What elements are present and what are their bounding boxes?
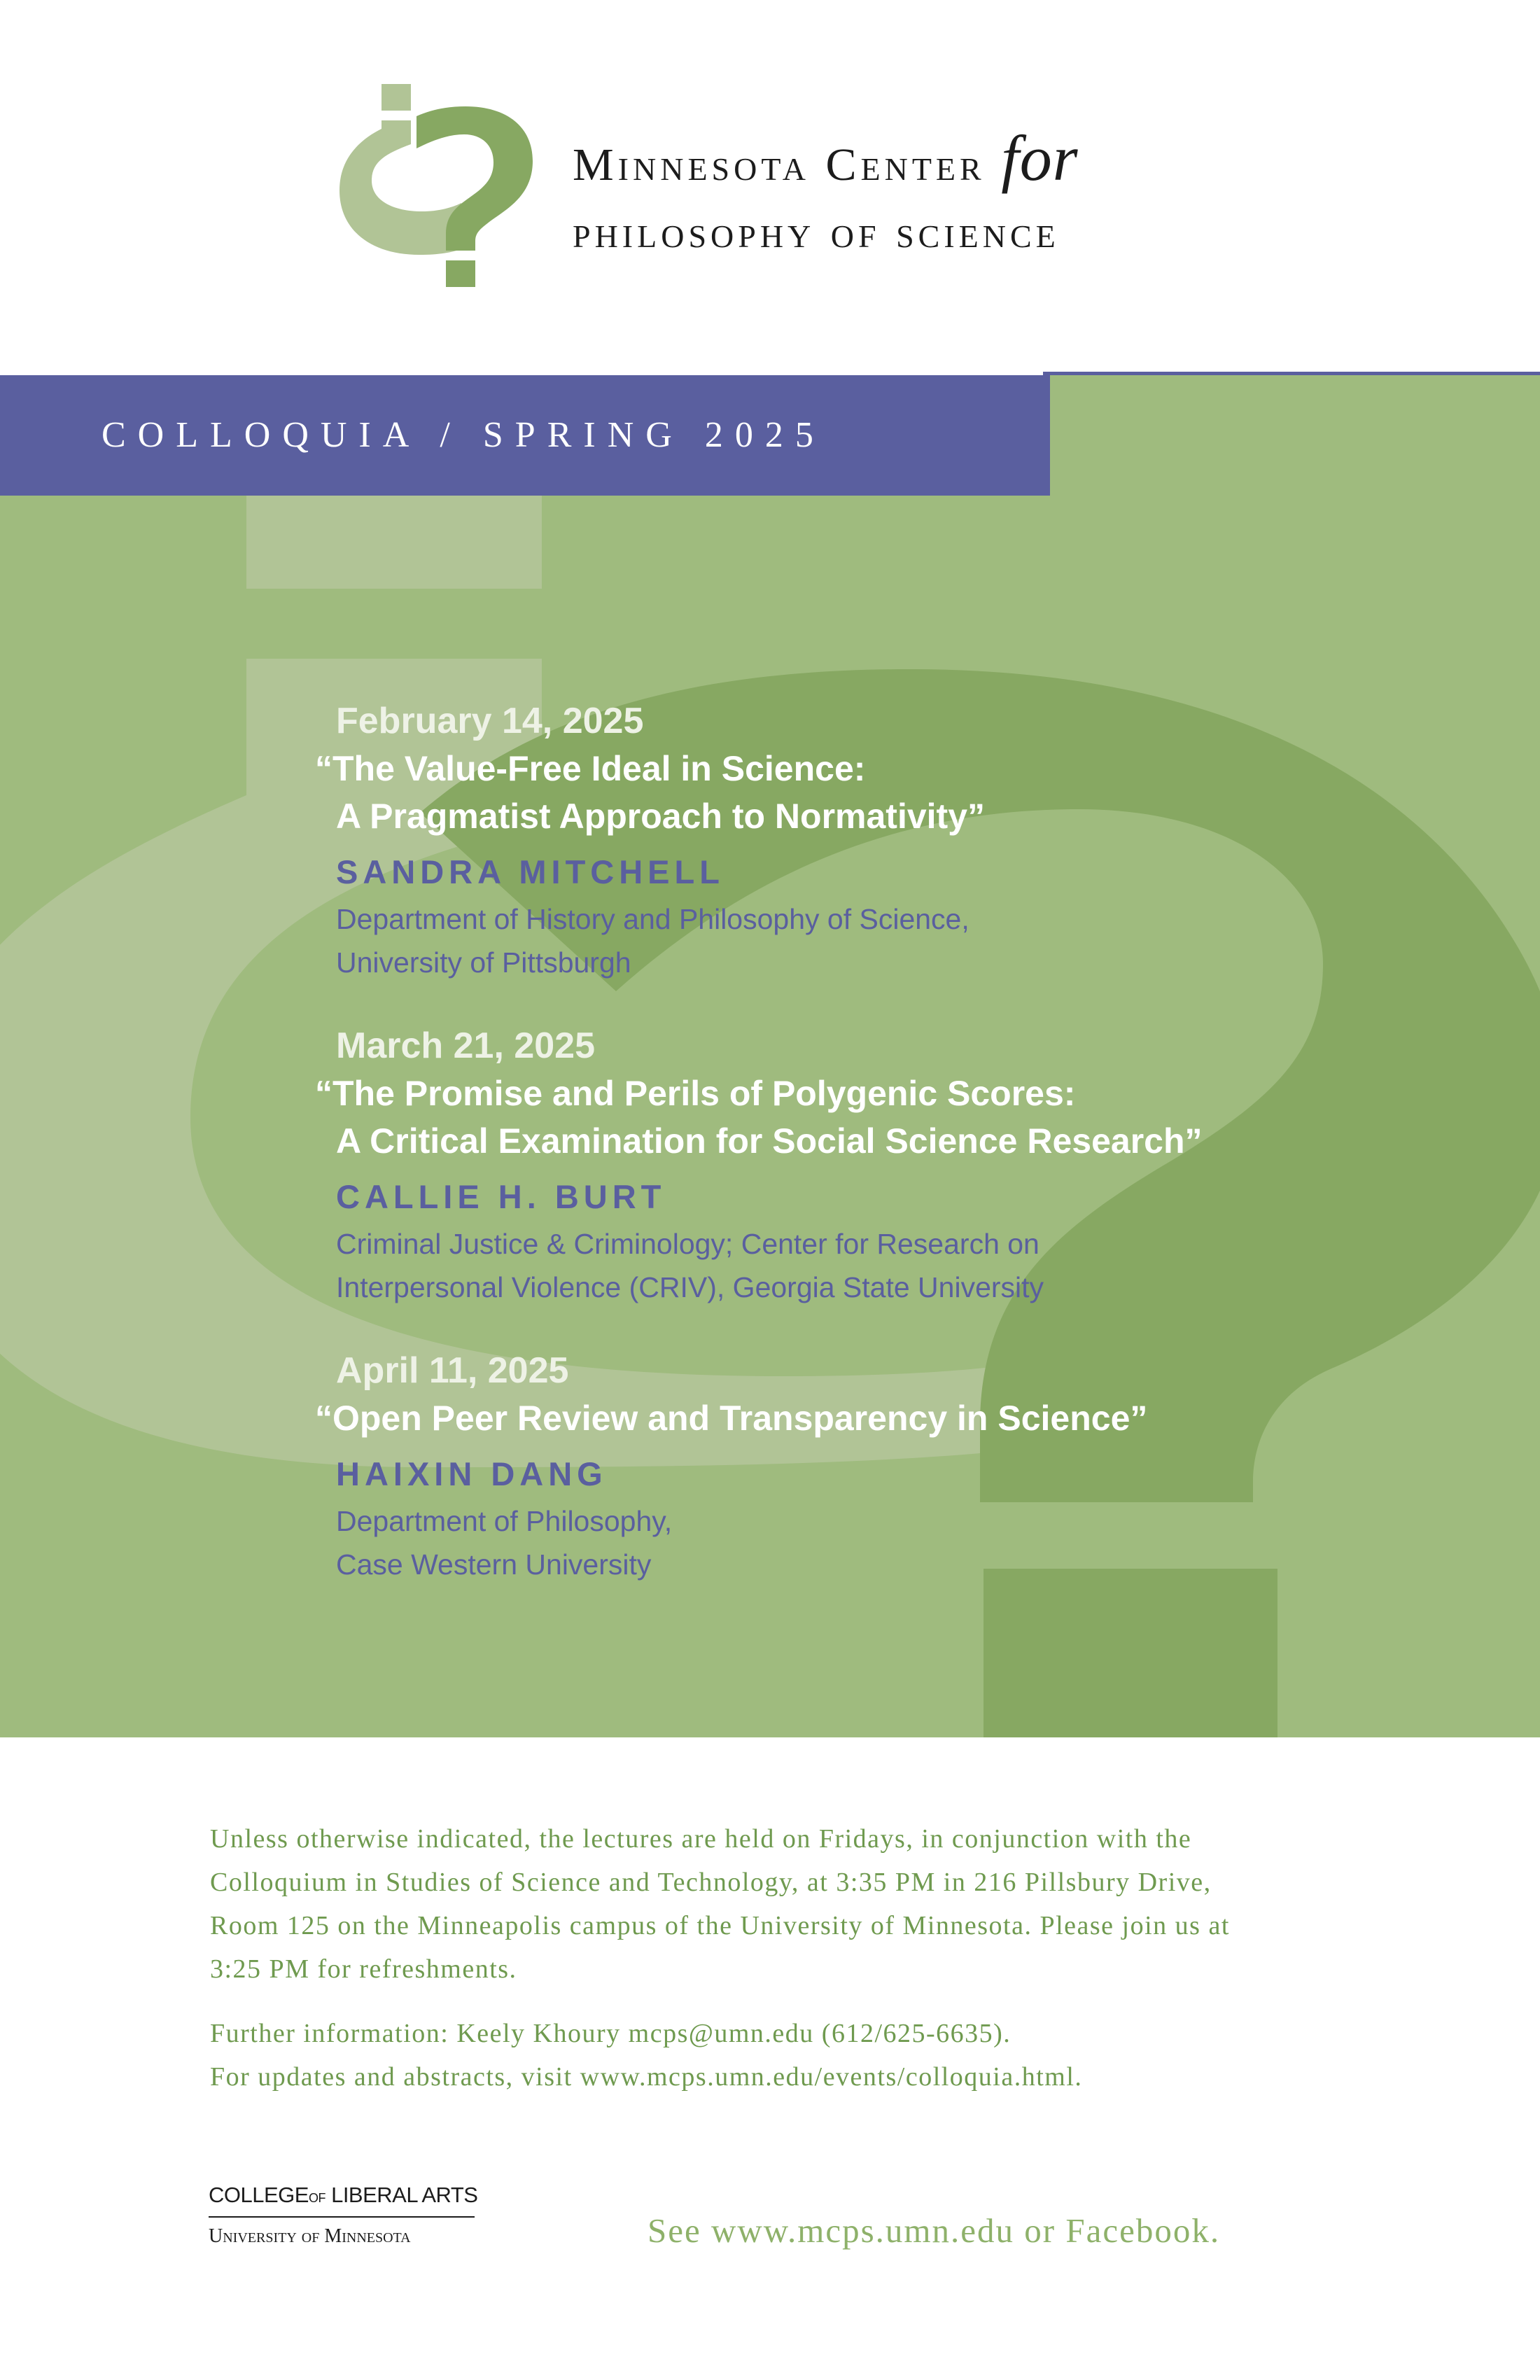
event-speaker: CALLIE H. BURT [336,1178,666,1215]
event-title-line1: “Open Peer Review and Transparency in Science” [315,1399,1148,1438]
event-title [315,1070,1470,1165]
org-name [573,122,1079,266]
lecture-details-line: Room 125 on the Minneapolis campus of the University of Minnesota. Please join us at [210,1911,1230,1940]
lecture-details-line: 3:25 PM for refreshments. [210,1954,517,1984]
event-affiliation-line2: Interpersonal Violence (CRIV), Georgia State University [336,1271,1044,1303]
org-name-for: for [1001,122,1079,194]
event-date: April 11, 2025 [336,1350,569,1391]
event-speaker: SANDRA MITCHELL [336,853,724,890]
org-name-line2: philosophy of science [573,206,1060,258]
lecture-details [210,1817,1365,1991]
event-title-line2: A Critical Examination for Social Science Research” [336,1121,1203,1161]
event-item [315,1347,1470,1586]
contact-info [210,2012,1365,2099]
events-list [315,697,1470,1624]
lecture-details-line: Unless otherwise indicated, the lectures are held on Fridays, in conjunction with the [210,1824,1192,1854]
updates-line: For updates and abstracts, visit www.mcps.umn.edu/events/colloquia.html. [210,2062,1083,2092]
event-affiliation-line1: Department of History and Philosophy of Science, [336,903,969,935]
event-item [315,697,1470,984]
event-item [315,1022,1470,1309]
see-website-text: See www.mcps.umn.edu or Facebook. [648,2211,1221,2250]
event-title [315,745,1470,840]
colloquia-banner: COLLOQUIA / SPRING 2025 [0,375,1050,496]
event-title [315,1394,1470,1442]
event-affiliation-line2: University of Pittsburgh [336,946,631,979]
cla-college-word: COLLEGE [209,2183,309,2207]
lecture-details-line: Colloquium in Studies of Science and Technology, at 3:35 PM in 216 Pillsbury Drive, [210,1868,1212,1897]
footer-info [210,1817,1365,2099]
cla-logo-university: University of Minnesota [209,2225,411,2247]
event-title-line1: “The Promise and Perils of Polygenic Scores: [315,1074,1076,1113]
event-date: February 14, 2025 [336,701,644,741]
event-title-line2: A Pragmatist Approach to Normativity” [336,797,986,836]
cla-of-word: OF [308,2191,326,2205]
event-affiliation [315,1222,1470,1309]
cla-divider [209,2216,475,2218]
event-speaker: HAIXIN DANG [336,1455,608,1492]
event-affiliation-line1: Department of Philosophy, [336,1505,673,1537]
cla-logo-college [209,2181,478,2212]
event-affiliation-line2: Case Western University [336,1548,652,1581]
org-name-line1: Minnesota Center [573,139,986,190]
event-affiliation [315,1499,1470,1586]
contact-line: Further information: Keely Khoury mcps@umn.edu (612/625-6635). [210,2019,1011,2048]
event-affiliation-line1: Criminal Justice & Criminology; Center for Research on [336,1228,1040,1260]
cla-liberal-arts-word: LIBERAL ARTS [331,2183,478,2207]
event-title-line1: “The Value-Free Ideal in Science: [315,749,866,788]
mcps-logo-icon [326,84,536,287]
cla-logo [209,2181,478,2248]
event-date: March 21, 2025 [336,1026,596,1066]
event-affiliation [315,897,1470,984]
